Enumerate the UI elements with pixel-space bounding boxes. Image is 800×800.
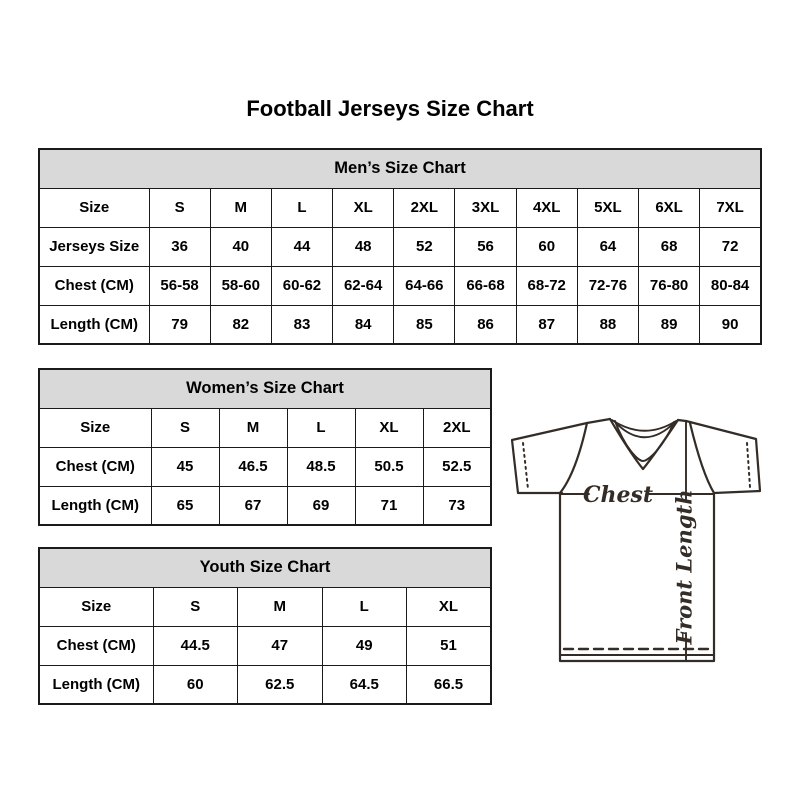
size-cell: 88 (577, 305, 638, 344)
size-cell: M (219, 408, 287, 447)
size-cell: 64.5 (322, 665, 407, 704)
page-title: Football Jerseys Size Chart (246, 96, 534, 121)
table-title: Men’s Size Chart (39, 149, 761, 188)
size-cell: 69 (287, 486, 355, 525)
row-label: Size (39, 188, 149, 227)
chest-measure-label: Chest (582, 482, 654, 508)
size-cell: 3XL (455, 188, 516, 227)
table-row (39, 227, 761, 266)
size-cell: L (287, 408, 355, 447)
table-row (39, 305, 761, 344)
size-cell: XL (407, 587, 492, 626)
size-cell: 60 (153, 665, 238, 704)
size-cell: 73 (423, 486, 491, 525)
size-cell: 2XL (423, 408, 491, 447)
size-cell: 56 (455, 227, 516, 266)
size-cell: 47 (238, 626, 323, 665)
size-cell: 71 (355, 486, 423, 525)
table-row (39, 626, 491, 665)
size-cell: 82 (210, 305, 271, 344)
table-row (39, 188, 761, 227)
size-cell: XL (355, 408, 423, 447)
size-cell: 64 (577, 227, 638, 266)
youth-size-table (38, 547, 492, 705)
table-row (39, 486, 491, 525)
size-cell: 60 (516, 227, 577, 266)
table-row (39, 408, 491, 447)
size-cell: 4XL (516, 188, 577, 227)
size-cell: 52.5 (423, 447, 491, 486)
size-cell: 62-64 (333, 266, 394, 305)
size-cell: 48.5 (287, 447, 355, 486)
table-title-row (39, 149, 761, 188)
jersey-outline-icon (512, 419, 760, 661)
mens-size-table (38, 148, 762, 345)
size-cell: 68-72 (516, 266, 577, 305)
size-cell: 72-76 (577, 266, 638, 305)
size-cell: 46.5 (219, 447, 287, 486)
size-cell: 56-58 (149, 266, 210, 305)
row-label: Chest (CM) (39, 266, 149, 305)
size-cell: 7XL (700, 188, 761, 227)
table-row (39, 266, 761, 305)
table-title: Youth Size Chart (39, 548, 491, 587)
size-cell: 40 (210, 227, 271, 266)
size-cell: 36 (149, 227, 210, 266)
size-cell: 76-80 (639, 266, 700, 305)
size-cell: 89 (639, 305, 700, 344)
size-cell: S (151, 408, 219, 447)
row-label: Length (CM) (39, 486, 151, 525)
size-cell: 84 (333, 305, 394, 344)
womens-size-table (38, 368, 492, 526)
size-cell: 66-68 (455, 266, 516, 305)
size-cell: 49 (322, 626, 407, 665)
size-cell: 62.5 (238, 665, 323, 704)
table-title: Women’s Size Chart (39, 369, 491, 408)
row-label: Chest (CM) (39, 626, 153, 665)
row-label: Size (39, 408, 151, 447)
size-cell: 66.5 (407, 665, 492, 704)
size-cell: 67 (219, 486, 287, 525)
size-cell: XL (333, 188, 394, 227)
size-cell: M (238, 587, 323, 626)
size-cell: L (271, 188, 332, 227)
size-cell: 83 (271, 305, 332, 344)
size-cell: 79 (149, 305, 210, 344)
row-label: Length (CM) (39, 665, 153, 704)
table-row (39, 665, 491, 704)
table-row (39, 447, 491, 486)
jersey-measurement-diagram (500, 393, 780, 683)
size-cell: 68 (639, 227, 700, 266)
row-label: Jerseys Size (39, 227, 149, 266)
size-cell: 51 (407, 626, 492, 665)
size-cell: 48 (333, 227, 394, 266)
size-cell: 80-84 (700, 266, 761, 305)
jersey-collar-icon (610, 419, 678, 469)
front-length-measure-label: Front Length (671, 489, 697, 645)
size-cell: 5XL (577, 188, 638, 227)
size-cell: 6XL (639, 188, 700, 227)
row-label: Size (39, 587, 153, 626)
size-cell: 45 (151, 447, 219, 486)
size-cell: L (322, 587, 407, 626)
size-cell: 72 (700, 227, 761, 266)
size-cell: 44.5 (153, 626, 238, 665)
table-title-row (39, 369, 491, 408)
size-cell: 50.5 (355, 447, 423, 486)
size-cell: S (153, 587, 238, 626)
size-cell: 60-62 (271, 266, 332, 305)
row-label: Chest (CM) (39, 447, 151, 486)
size-cell: 64-66 (394, 266, 455, 305)
row-label: Length (CM) (39, 305, 149, 344)
size-cell: 58-60 (210, 266, 271, 305)
size-cell: 44 (271, 227, 332, 266)
size-cell: 52 (394, 227, 455, 266)
size-cell: 87 (516, 305, 577, 344)
table-title-row (39, 548, 491, 587)
size-cell: 86 (455, 305, 516, 344)
size-cell: S (149, 188, 210, 227)
size-cell: 85 (394, 305, 455, 344)
size-cell: 2XL (394, 188, 455, 227)
size-cell: 65 (151, 486, 219, 525)
size-cell: M (210, 188, 271, 227)
size-cell: 90 (700, 305, 761, 344)
table-row (39, 587, 491, 626)
